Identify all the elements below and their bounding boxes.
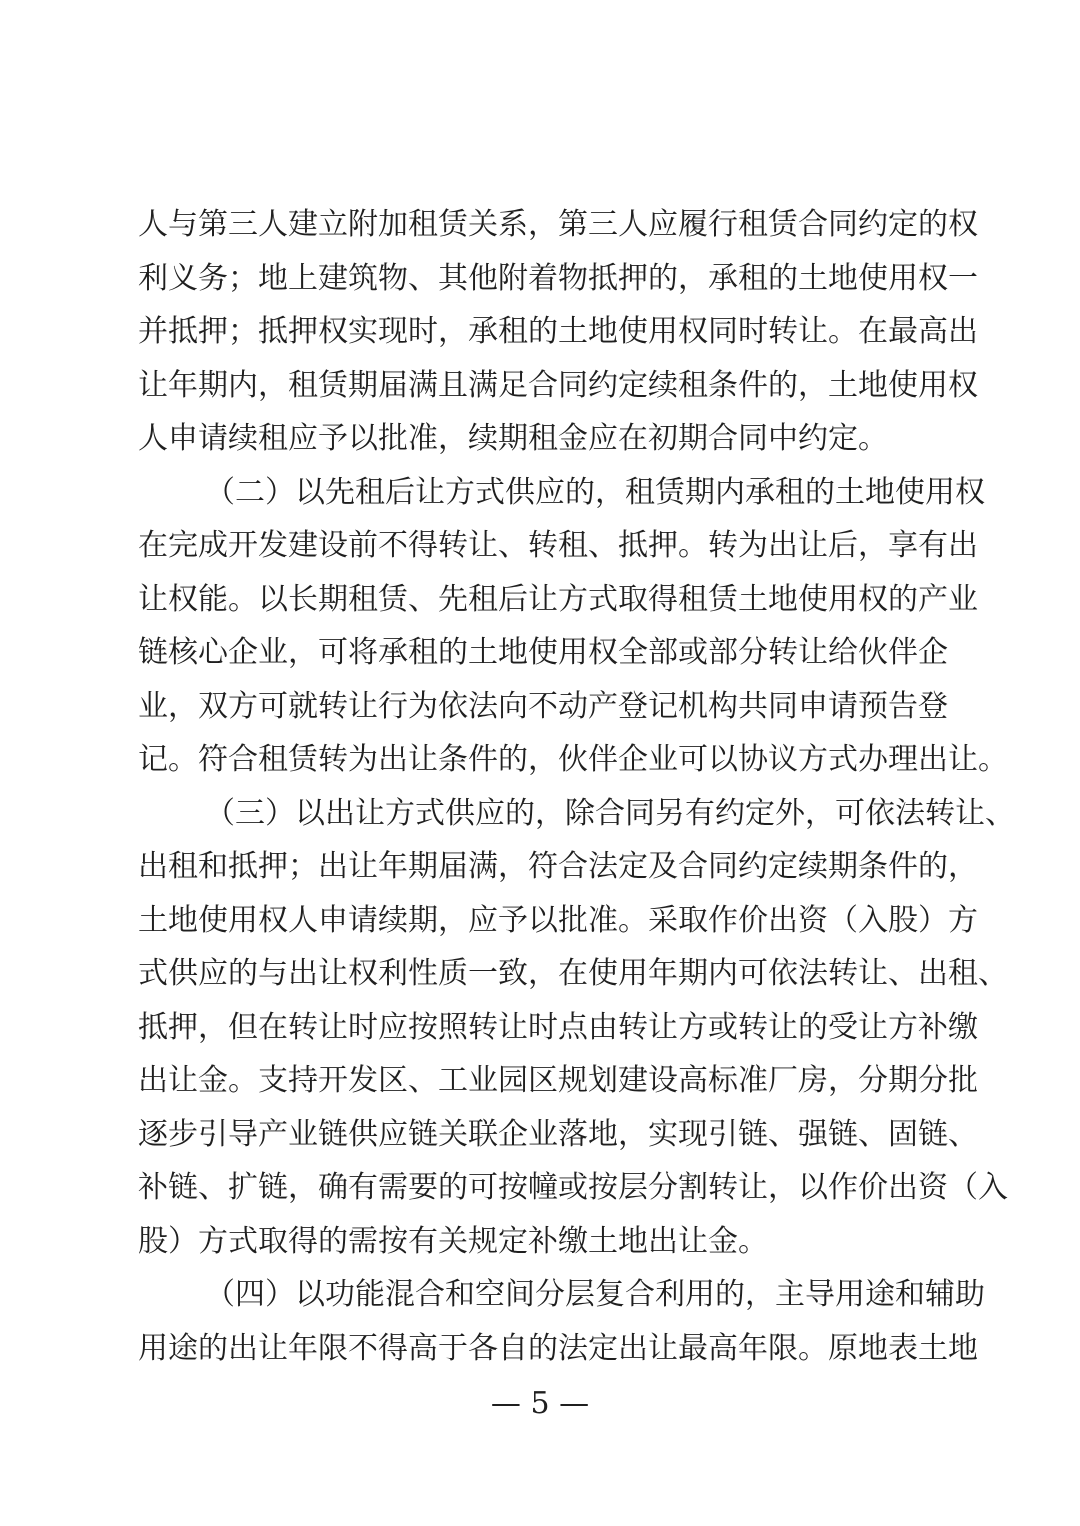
paragraph-start-line: （三）以出让方式供应的，除合同另有约定外，可依法转让、 [205,795,1015,831]
body-line: 业，双方可就转让行为依法向不动产登记机构共同申请预告登 [138,688,948,724]
body-line: 链核心企业，可将承租的土地使用权全部或部分转让给伙伴企 [138,635,948,670]
body-line: 出让金。支持开发区、工业园区规划建设高标准厂房，分期分批 [138,1063,978,1098]
body-line: 人与第三人建立附加租赁关系，第三人应履行租赁合同约定的权 [138,207,978,242]
document-body [138,198,1015,1375]
body-line: 在完成开发建设前不得转让、转租、抵押。转为出让后，享有出 [138,528,978,563]
body-line: 让权能。以长期租赁、先租后让方式取得租赁土地使用权的产业 [138,581,978,617]
paragraph-start-line: （二）以先租后让方式供应的，租赁期内承租的土地使用权 [205,474,985,510]
body-line: 人申请续租应予以批准，续期租金应在初期合同中约定。 [138,421,888,456]
body-line: 出租和抵押；出让年期届满，符合法定及合同约定续期条件的， [138,849,978,884]
paragraph-start-line: （四）以功能混合和空间分层复合利用的，主导用途和辅助 [205,1277,985,1312]
body-line: 让年期内，租赁期届满且满足合同约定续租条件的，土地使用权 [138,367,978,403]
body-line: 利义务；地上建筑物、其他附着物抵押的，承租的土地使用权一 [138,260,978,296]
body-line: 补链、扩链，确有需要的可按幢或按层分割转让，以作价出资（入 [138,1170,1008,1205]
body-line: 用途的出让年限不得高于各自的法定出让最高年限。原地表土地 [138,1330,978,1366]
body-line: 抵押，但在转让时应按照转让时点由转让方或转让的受让方补缴 [138,1009,978,1045]
body-line: 土地使用权人申请续期，应予以批准。采取作价出资（入股）方 [138,902,978,938]
page-number: — 5 — [490,1386,590,1421]
body-line: 股）方式取得的需按有关规定补缴土地出让金。 [138,1223,768,1259]
body-line: 式供应的与出让权利性质一致，在使用年期内可依法转让、出租、 [138,956,1008,991]
body-line: 并抵押；抵押权实现时，承租的土地使用权同时转让。在最高出 [138,314,978,349]
body-line: 逐步引导产业链供应链关联企业落地，实现引链、强链、固链、 [138,1116,978,1152]
body-line: 记。符合租赁转为出让条件的，伙伴企业可以协议方式办理出让。 [138,742,1008,777]
